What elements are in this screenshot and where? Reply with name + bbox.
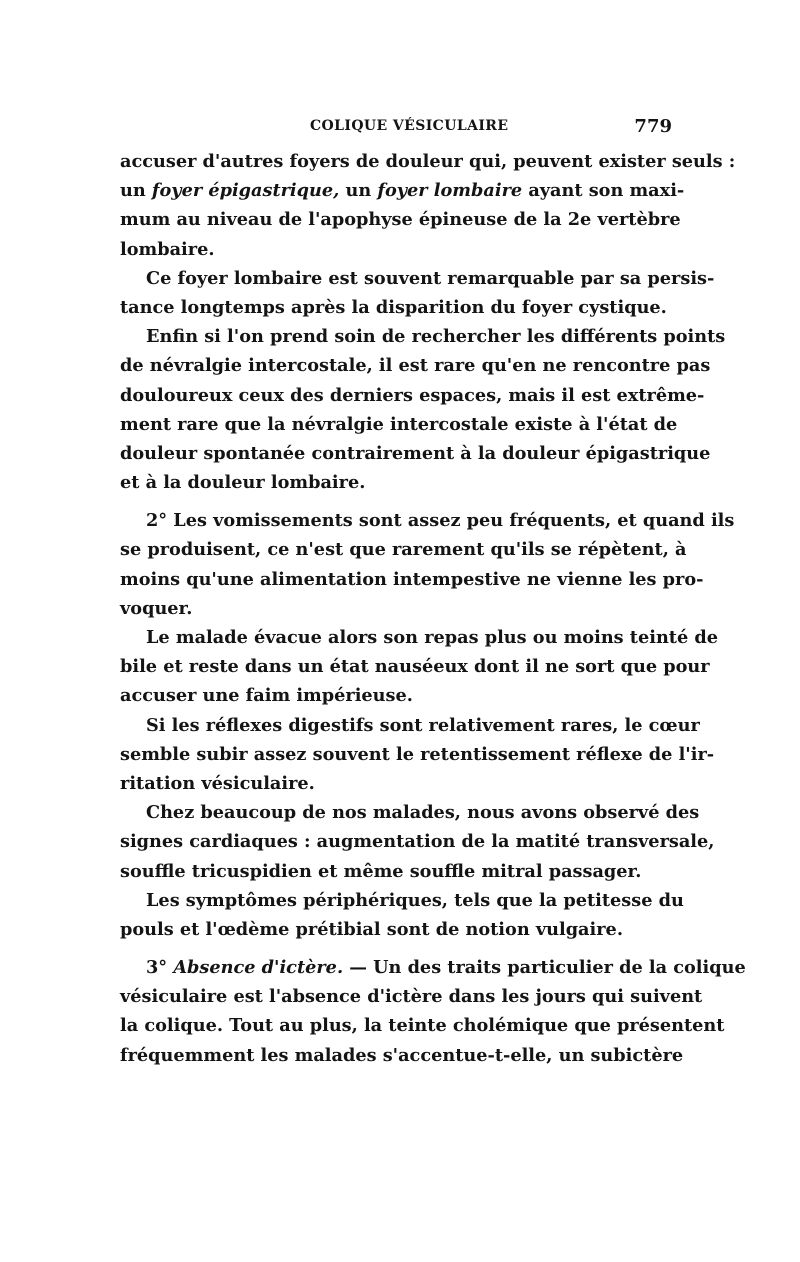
text-line: moins qu'une alimentation intempestive ne vienne les pro- xyxy=(120,568,704,590)
italic-term: foyer lombaire xyxy=(377,180,523,202)
section-gap xyxy=(120,497,676,506)
body-text xyxy=(120,147,746,1070)
text-line: ritation vésiculaire. xyxy=(120,772,315,794)
text-line: voquer. xyxy=(120,597,193,619)
text-line: douleur spontanée contrairement à la douleur épigastrique xyxy=(120,442,711,464)
text-line: 3° Absence d'ictère. — Un des traits particulier de la colique xyxy=(146,957,746,979)
page-number: 779 xyxy=(634,116,672,137)
text-line: Ce foyer lombaire est souvent remarquable par sa persis- xyxy=(146,267,715,289)
text-line: douloureux ceux des derniers espaces, mais il est extrême- xyxy=(120,384,705,406)
text-line: et à la douleur lombaire. xyxy=(120,472,366,494)
section-gap xyxy=(120,944,676,953)
text-line: fréquemment les malades s'accentue-t-elle, un subictère xyxy=(120,1044,684,1066)
text-line: mum au niveau de l'apophyse épineuse de la 2e vertèbre xyxy=(120,209,681,231)
text-line: Enfin si l'on prend soin de rechercher les différents points xyxy=(146,326,726,348)
text-line: Le malade évacue alors son repas plus ou moins teinté de xyxy=(146,627,719,648)
text-line: tance longtemps après la disparition du foyer cystique. xyxy=(120,296,667,318)
italic-term: foyer épigastrique, xyxy=(151,180,340,202)
text-line: semble subir assez souvent le retentissement réflexe de l'ir- xyxy=(120,743,715,765)
text-line: accuser d'autres foyers de douleur qui, peuvent exister seuls : xyxy=(120,151,736,172)
text-line: Chez beaucoup de nos malades, nous avons observé des xyxy=(146,802,700,824)
text-line: souffle tricuspidien et même souffle mitral passager. xyxy=(120,860,642,882)
running-title: COLIQUE VÉSICULAIRE xyxy=(310,118,509,134)
text-line: de névralgie intercostale, il est rare qu'en ne rencontre pas xyxy=(120,355,711,377)
text-line: signes cardiaques : augmentation de la matité transversale, xyxy=(120,831,715,853)
text-line: pouls et l'œdème prétibial sont de notion vulgaire. xyxy=(120,918,623,940)
text-line: accuser une faim impérieuse. xyxy=(120,685,413,707)
text-line: la colique. Tout au plus, la teinte cholémique que présentent xyxy=(120,1015,725,1037)
text-line: 2° Les vomissements sont assez peu fréquents, et quand ils xyxy=(146,510,735,532)
text-line: bile et reste dans un état nauséeux dont il ne sort que pour xyxy=(120,656,710,678)
text-line: ment rare que la névralgie intercostale existe à l'état de xyxy=(120,413,678,435)
text-line: se produisent, ce n'est que rarement qu'ils se répètent, à xyxy=(120,539,687,561)
text-line: un foyer épigastrique, un foyer lombaire ayant son maxi- xyxy=(120,180,685,202)
text-line: Les symptômes périphériques, tels que la petitesse du xyxy=(146,889,684,911)
text-line: lombaire. xyxy=(120,238,215,260)
text-line: Si les réflexes digestifs sont relativement rares, le cœur xyxy=(146,714,700,736)
section-heading: Absence d'ictère. xyxy=(173,957,344,979)
page-header xyxy=(120,116,672,140)
text-line: vésiculaire est l'absence d'ictère dans les jours qui suivent xyxy=(120,986,703,1008)
